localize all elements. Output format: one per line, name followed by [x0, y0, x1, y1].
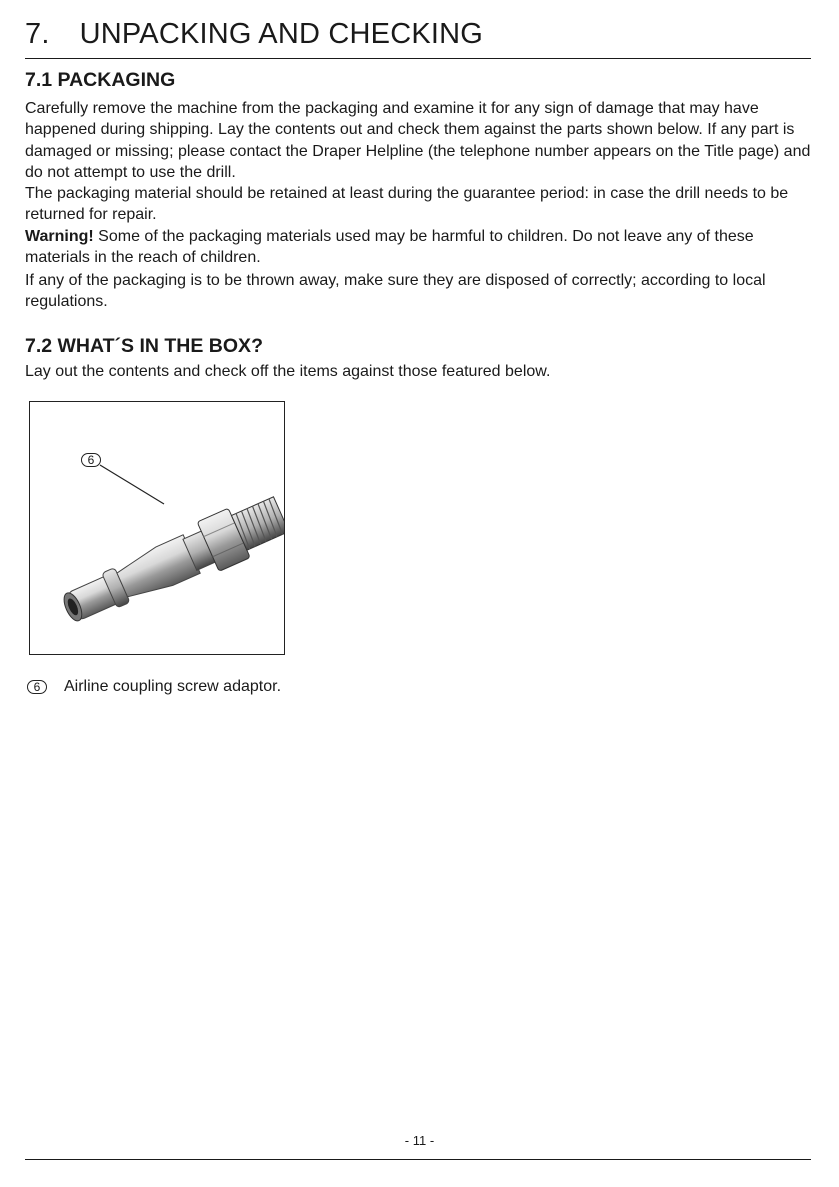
packaging-heading: 7.1 PACKAGING: [25, 69, 176, 91]
packaging-paragraph-2: The packaging material should be retained at least during the guarantee period: in case the drill needs to be returned for repair.: [25, 185, 789, 224]
warning-text: Some of the packaging materials used may be harmful to children. Do not leave any of these materials in the reach of children.: [25, 228, 754, 267]
footer-divider: [25, 1159, 811, 1160]
figure-callout-6: 6: [81, 453, 101, 467]
packaging-paragraph-1: Carefully remove the machine from the packaging and examine it for any sign of damage that may have happened during shipping. Lay the contents out and check them against the parts shown below. If any part is damaged or missing; please contact the Draper Helpline (the telephone number appears on the Title page) and do not attempt to use the drill.: [25, 100, 811, 181]
section-number: 7.: [25, 18, 50, 50]
page-title: [25, 18, 483, 51]
warning-paragraph: [25, 226, 811, 269]
page-number: - 11 -: [404, 1133, 435, 1148]
warning-label: Warning!: [25, 228, 94, 245]
packaging-paragraph-4: If any of the packaging is to be thrown away, make sure they are disposed of correctly; according to local regulations.: [25, 272, 766, 311]
whats-in-box-intro: Lay out the contents and check off the items against those featured below.: [25, 363, 551, 380]
caption-callout-6: 6: [27, 680, 47, 694]
whats-in-box-heading: 7.2 WHAT´S IN THE BOX?: [25, 335, 263, 357]
parts-figure: [29, 401, 285, 655]
callout-leader-line: [100, 465, 164, 504]
section-title: UNPACKING AND CHECKING: [79, 18, 484, 50]
airline-coupling-illustration: [30, 402, 284, 654]
caption-text: Airline coupling screw adaptor.: [64, 678, 282, 695]
title-divider: [25, 58, 811, 59]
part-caption: [27, 678, 281, 696]
